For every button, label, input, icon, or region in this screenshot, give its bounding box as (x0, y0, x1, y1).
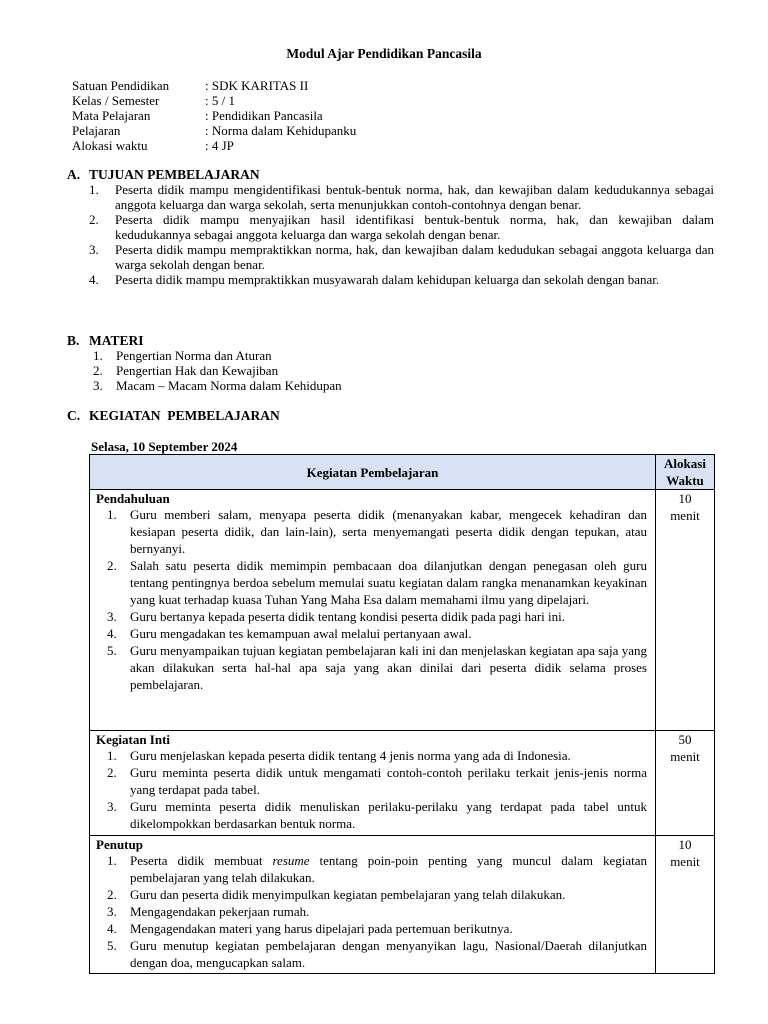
table-row-penutup (90, 836, 715, 974)
item-number: 2. (107, 558, 117, 573)
item-text: Guru dan peserta didik menyimpulkan kegiatan pembelajaran yang telah dilakukan. (130, 887, 566, 902)
item-text: Mengagendakan materi yang harus dipelajari pada pertemuan berikutnya. (130, 921, 513, 936)
time-cell (656, 731, 715, 836)
item-text: Peserta didik mampu mengidentifikasi bentuk-bentuk norma, hak, dan kewajiban dalam kedudukannya sebagai anggota keluarga dan warga sekolah, serta menunjukkan contoh-contohnya dengan benar. (115, 182, 714, 212)
info-label: Pelajaran (72, 123, 121, 138)
time-cell (656, 490, 715, 731)
item-number: 4. (107, 921, 117, 936)
item-number: 2. (107, 765, 117, 780)
item-number: 1. (107, 507, 117, 522)
phase-title: Kegiatan Inti (96, 732, 171, 747)
list-item (93, 363, 718, 378)
item-number: 5. (107, 938, 117, 953)
item-number: 4. (107, 626, 117, 641)
item-text: Guru menjelaskan kepada peserta didik tentang 4 jenis norma yang ada di Indonesia. (130, 748, 571, 763)
info-value: : SDK KARITAS II (205, 78, 309, 93)
document-title: Modul Ajar Pendidikan Pancasila (286, 46, 482, 61)
section-title: TUJUAN PEMBELAJARAN (89, 167, 260, 182)
list-item (96, 920, 649, 937)
list-item (96, 886, 649, 903)
section-letter: C. (67, 408, 81, 423)
item-number: 3. (93, 378, 103, 393)
item-text: Peserta didik mampu mempraktikkan norma, hak, dan kewajiban dalam kedudukan sebagai anggota keluarga dan warga sekolah dengan benar. (115, 242, 714, 272)
list-item (96, 937, 649, 971)
objectives-list (89, 182, 714, 287)
item-number: 3. (107, 799, 117, 814)
list-item (96, 747, 649, 764)
item-text: Pengertian Norma dan Aturan (116, 348, 272, 363)
header-time-line-2: Waktu (666, 473, 704, 488)
info-label: Mata Pelajaran (72, 108, 151, 123)
item-text: Peserta didik mampu mempraktikkan musyawarah dalam kehidupan keluarga dan sekolah dengan banar. (115, 272, 660, 287)
list-item (96, 852, 649, 886)
phase-penutup (90, 836, 655, 973)
step-list (96, 506, 649, 693)
list-item (96, 608, 649, 625)
item-number: 3. (89, 242, 99, 257)
info-row-lesson (72, 123, 356, 138)
info-row-time (72, 138, 356, 153)
item-text: Salah satu peserta didik memimpin pembacaan doa dilanjutkan dengan penegasan oleh guru tentang pentingnya berdoa sebelum memulai suatu kegiatan dalam rangka menanamkan keyakinan yang kuat terhadap kuasa Tuhan Yang Maha Esa dalam memahami ilmu yang dipelajari. (130, 558, 647, 607)
item-text: Guru meminta peserta didik untuk mengamati contoh-contoh perilaku terkait jenis-jenis norma yang terdapat pada tabel. (130, 765, 647, 797)
header-time-line-1: Alokasi (664, 456, 706, 471)
item-number: 5. (107, 643, 117, 658)
item-number: 3. (107, 609, 117, 624)
list-item (89, 272, 714, 287)
activity-cell (90, 836, 656, 974)
info-row-class (72, 93, 356, 108)
item-number: 2. (89, 212, 99, 227)
phase-title: Pendahuluan (96, 491, 170, 506)
time-value: 50 (678, 732, 692, 747)
materials-list (93, 348, 718, 393)
activity-table (89, 454, 715, 974)
item-number: 4. (89, 272, 99, 287)
item-text: Guru memberi salam, menyapa peserta didik (menanyakan kabar, mengecek kehadiran dan kesiapan peserta didik, dan lain-lain), serta menyemangati peserta didik dengan tepukan, atau bernyanyi. (130, 507, 647, 556)
item-number: 1. (107, 853, 117, 868)
list-item (96, 506, 649, 557)
item-number: 3. (107, 904, 117, 919)
item-text: Guru mengadakan tes kemampuan awal melalui pertanyaan awal. (130, 626, 472, 641)
section-c-heading (67, 408, 280, 423)
section-title: MATERI (89, 333, 144, 348)
time-value: 10 (678, 491, 692, 506)
item-number: 2. (93, 363, 103, 378)
item-number: 1. (89, 182, 99, 197)
item-text: Peserta didik mampu menyajikan hasil identifikasi bentuk-bentuk norma, hak, dan kewajiban dalam kedudukannya sebagai anggota keluarga dan warga sekolah dengan benar. (115, 212, 714, 242)
item-text-part: tentang poin-poin penting yang muncul dalam kegiatan pembelajaran yang telah dilakukan. (130, 853, 648, 885)
time-unit: menit (670, 749, 700, 764)
list-item (96, 642, 649, 693)
step-list (96, 852, 649, 971)
item-text: Guru meminta peserta didik menuliskan perilaku-perilaku yang terdapat pada tabel untuk dikelompokkan berdasarkan bentuk norma. (130, 799, 647, 831)
list-item (96, 764, 649, 798)
info-value: : Norma dalam Kehidupanku (205, 123, 357, 138)
list-item (96, 798, 649, 832)
time-value: 10 (678, 837, 692, 852)
phase-pendahuluan (90, 490, 655, 693)
list-item (96, 557, 649, 608)
header-activity: Kegiatan Pembelajaran (90, 455, 656, 490)
info-label: Alokasi waktu (72, 138, 148, 153)
table-header-row (90, 455, 715, 490)
session-date: Selasa, 10 September 2024 (91, 439, 238, 454)
phase-inti (90, 731, 655, 832)
identity-block (72, 78, 356, 153)
item-text: Mengagendakan pekerjaan rumah. (130, 904, 310, 919)
activity-cell (90, 731, 656, 836)
info-value: : Pendidikan Pancasila (205, 108, 323, 123)
item-text: Guru menyampaikan tujuan kegiatan pembelajaran kali ini dan menjelaskan kegiatan apa saja yang akan dilakukan serta hal-hal apa saja yang akan dinilai dari peserta didik selama proses pembelajaran. (130, 643, 647, 692)
info-row-school (72, 78, 356, 93)
item-text: Guru bertanya kepada peserta didik tentang kondisi peserta didik pada pagi hari ini. (130, 609, 565, 624)
phase-title: Penutup (96, 837, 143, 852)
info-label: Satuan Pendidikan (72, 78, 170, 93)
time-cell (656, 836, 715, 974)
item-number: 2. (107, 887, 117, 902)
item-text: Macam – Macam Norma dalam Kehidupan (116, 378, 342, 393)
list-item (96, 625, 649, 642)
item-number: 1. (107, 748, 117, 763)
section-letter: A. (67, 167, 81, 182)
activity-cell (90, 490, 656, 731)
list-item (89, 182, 714, 212)
time-unit: menit (670, 508, 700, 523)
header-time (656, 455, 715, 490)
info-label: Kelas / Semester (72, 93, 160, 108)
item-text-emphasis: resume (272, 853, 310, 868)
list-item (93, 348, 718, 363)
item-text: Guru menutup kegiatan pembelajaran dengan menyanyikan lagu, Nasional/Daerah dilanjutkan dengan doa, mengucapkan salam. (130, 938, 647, 970)
info-value: : 4 JP (205, 138, 234, 153)
time-unit: menit (670, 854, 700, 869)
section-letter: B. (67, 333, 80, 348)
item-text-part: Peserta didik membuat (130, 853, 273, 868)
section-b-heading (67, 333, 144, 348)
table-row-inti (90, 731, 715, 836)
item-text: Pengertian Hak dan Kewajiban (116, 363, 279, 378)
section-a-heading (67, 167, 260, 182)
section-title: KEGIATAN PEMBELAJARAN (89, 408, 280, 423)
step-list (96, 747, 649, 832)
item-number: 1. (93, 348, 103, 363)
info-row-subject (72, 108, 356, 123)
list-item (89, 212, 714, 242)
list-item (96, 903, 649, 920)
list-item (93, 378, 718, 393)
info-value: : 5 / 1 (205, 93, 235, 108)
table-row-pendahuluan (90, 490, 715, 731)
list-item (89, 242, 714, 272)
